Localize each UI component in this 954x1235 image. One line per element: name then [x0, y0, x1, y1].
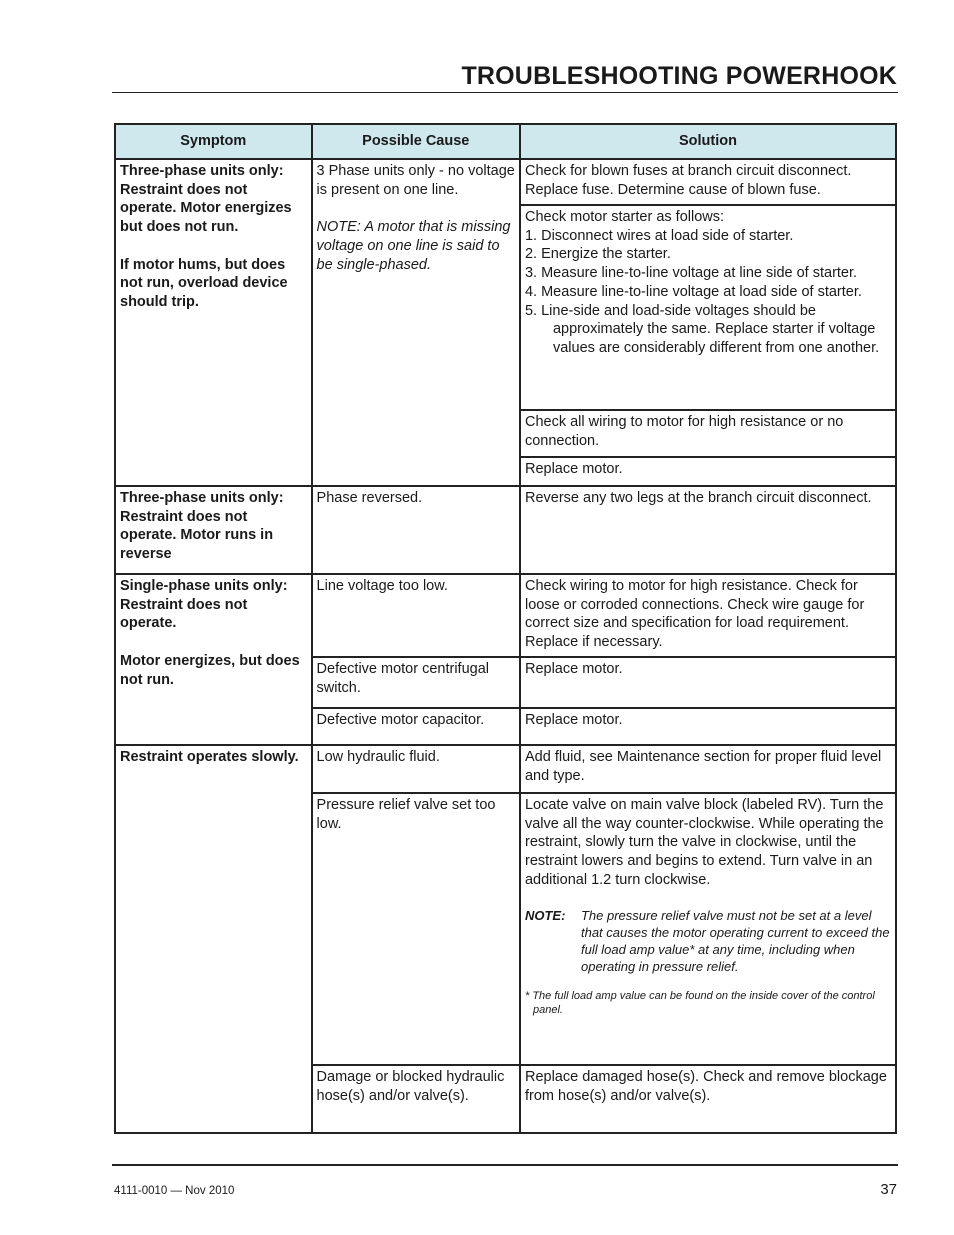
table-row [115, 159, 896, 205]
header-symptom: Symptom [115, 124, 312, 159]
header-solution: Solution [520, 124, 896, 159]
cause-cell: Defective motor capacitor. [312, 708, 520, 745]
footer-rule [112, 1164, 898, 1166]
symptom-cell [115, 574, 312, 745]
solution-step: 3. Measure line-to-line voltage at line side of starter. [524, 265, 858, 282]
solution-cell: Check for blown fuses at branch circuit disconnect. Replace fuse. Determine cause of blown fuse. [520, 159, 896, 205]
solution-cell: Add fluid, see Maintenance section for proper fluid level and type. [520, 745, 896, 793]
solution-step: 1. Disconnect wires at load side of starter. [524, 227, 794, 244]
table-row [115, 486, 896, 574]
solution-cell: Check wiring to motor for high resistance. Check for loose or corroded connections. Check wire gauge for correct size and specification for load requirement. Replace if necessary. [520, 574, 896, 657]
document-id: 4111-0010 — Nov 2010 [114, 1185, 235, 1197]
cause-cell: Pressure relief valve set too low. [312, 793, 520, 1065]
solution-step: 2. Energize the starter. [524, 246, 671, 263]
page-title: TROUBLESHOOTING POWERHOOK [461, 62, 897, 90]
solution-cell: Replace damaged hose(s). Check and remove blockage from hose(s) and/or valve(s). [520, 1065, 896, 1133]
solution-steps [525, 227, 891, 358]
cause-note: NOTE: A motor that is missing voltage on one line is said to be single-phased. [316, 219, 511, 273]
symptom-cell: Three-phase units only: Restraint does not operate. Motor runs in reverse [115, 486, 312, 574]
cause-text: 3 Phase units only - no voltage is present on one line. [316, 163, 515, 198]
symptom-text: Single-phase units only: Restraint does not operate. [120, 578, 288, 632]
solution-footnote: * The full load amp value can be found on the inside cover of the control panel. [524, 989, 875, 1016]
solution-cell: Replace motor. [520, 657, 896, 708]
symptom-cell [115, 159, 312, 486]
cause-cell: Line voltage too low. [312, 574, 520, 657]
solution-cell: Replace motor. [520, 457, 896, 486]
solution-cell: Reverse any two legs at the branch circuit disconnect. [520, 486, 896, 574]
solution-step: 4. Measure line-to-line voltage at load side of starter. [524, 283, 862, 300]
solution-cell: Check all wiring to motor for high resistance or no connection. [520, 410, 896, 457]
solution-cell: Replace motor. [520, 708, 896, 745]
header-rule [112, 92, 898, 93]
page-number: 37 [880, 1181, 897, 1198]
table-row [115, 745, 896, 793]
symptom-text: Three-phase units only: Restraint does not operate. Motor energizes but does not run. [120, 163, 292, 236]
cause-cell [312, 159, 520, 486]
symptom-cell: Restraint operates slowly. [115, 745, 312, 1133]
troubleshooting-table [114, 123, 897, 1134]
cause-cell: Phase reversed. [312, 486, 520, 574]
cause-cell: Low hydraulic fluid. [312, 745, 520, 793]
symptom-text: If motor hums, but does not run, overload device should trip. [120, 256, 288, 310]
solution-cell [520, 793, 896, 1065]
symptom-text: Motor energizes, but does not run. [120, 652, 300, 688]
cause-cell: Damage or blocked hydraulic hose(s) and/or valve(s). [312, 1065, 520, 1133]
note-text: The pressure relief valve must not be set at a level that causes the motor operating current to exceed the full load amp value* at any time, including when operating in pressure relief. [580, 907, 890, 974]
solution-note [525, 907, 891, 975]
solution-step: 5. Line-side and load-side voltages should be approximately the same. Replace starter if voltage values are considerably different from one another. [524, 302, 880, 356]
cause-cell: Defective motor centrifugal switch. [312, 657, 520, 708]
header-possible-cause: Possible Cause [312, 124, 520, 159]
note-label: NOTE: [524, 907, 566, 923]
table-header-row [115, 124, 896, 159]
table-row [115, 574, 896, 657]
solution-intro: Check motor starter as follows: [524, 209, 725, 225]
solution-cell [520, 205, 896, 410]
solution-text: Locate valve on main valve block (labeled RV). Turn the valve all the way counter-clockwise. While operating the restraint, slowly turn the valve in clockwise, until the restraint lowers and begins to extend. Turn valve in an additional 1.2 turn clockwise. [524, 797, 884, 888]
